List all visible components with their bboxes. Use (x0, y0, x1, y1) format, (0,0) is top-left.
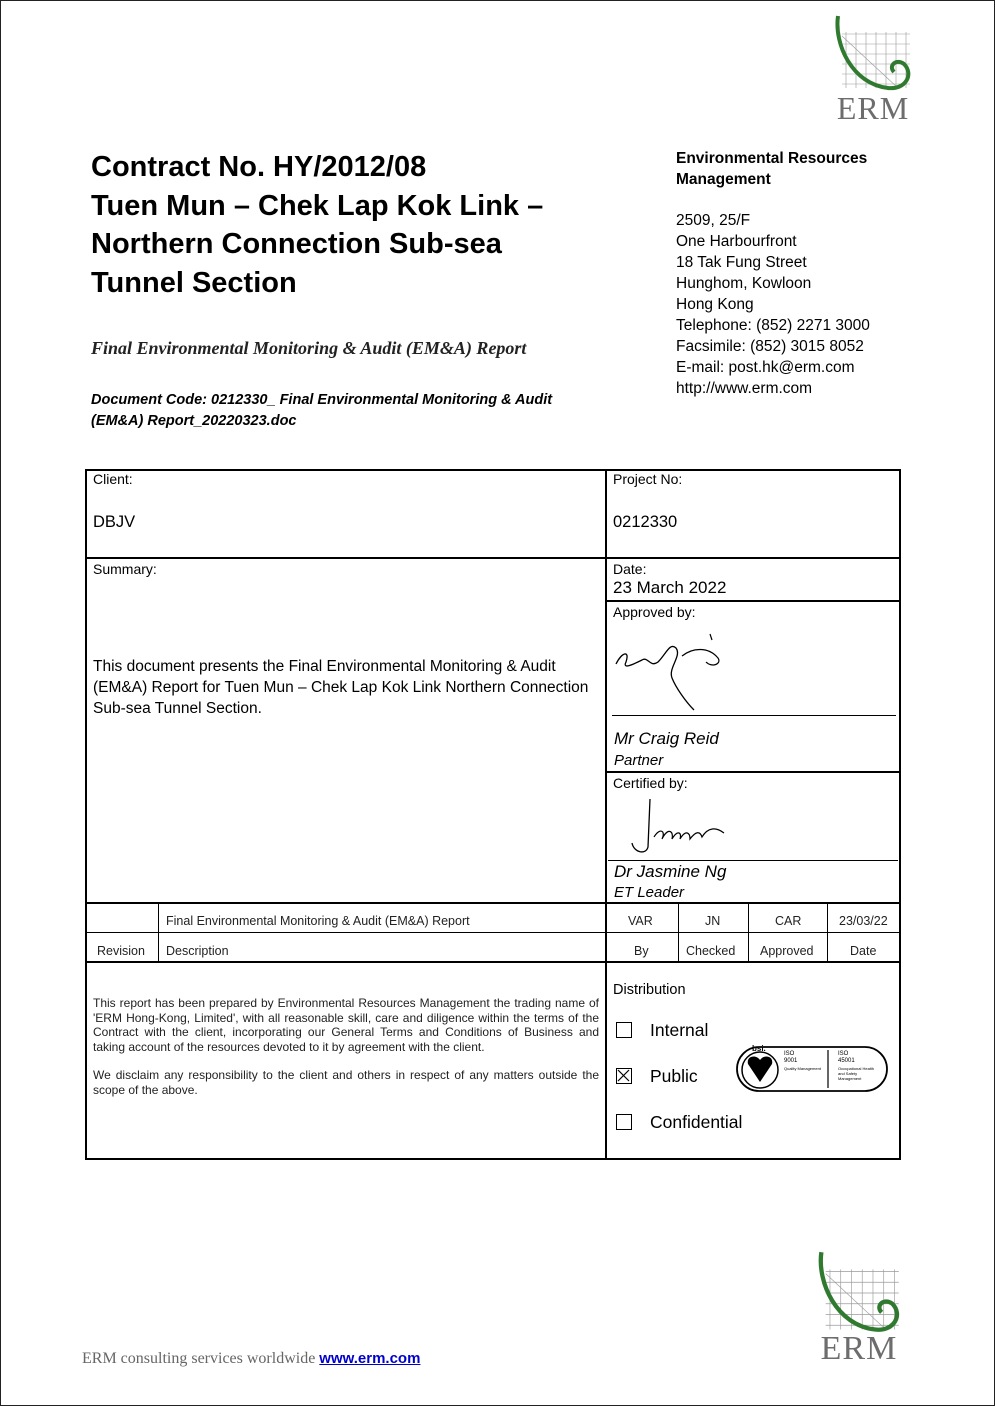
checked-x-icon (617, 1069, 630, 1082)
approver-signature (612, 628, 732, 716)
confidential-checkbox[interactable] (616, 1114, 632, 1130)
project-value: 0212330 (613, 513, 678, 531)
internal-checkbox[interactable] (616, 1022, 632, 1038)
revision-description: Final Environmental Monitoring & Audit (EM&A) Report (166, 914, 470, 928)
certifier-role: ET Leader (614, 884, 685, 901)
facsimile: Facsimile: (852) 3015 8052 (676, 338, 864, 355)
table-border (606, 600, 900, 602)
company-name (676, 148, 896, 190)
certifier-name: Dr Jasmine Ng (614, 862, 727, 881)
address-line: 18 Tak Fung Street (676, 254, 807, 271)
erm-logo-icon (814, 1250, 904, 1336)
client-label: Client: (93, 471, 133, 487)
company-address (676, 148, 896, 399)
erm-logo-wordmark: ERM (820, 1330, 898, 1367)
iso-45001-title: ISO (838, 1051, 849, 1057)
address-line: 2509, 25/F (676, 212, 751, 229)
disclaimer-paragraph: We disclaim any responsibility to the client and others in respect of any matters outside the scope of the above. (93, 1068, 599, 1097)
table-border (678, 903, 679, 961)
table-border (606, 771, 900, 773)
footer (82, 1350, 420, 1368)
table-border (86, 1158, 901, 1160)
document-code (91, 390, 591, 432)
checked-header: Checked (686, 944, 736, 958)
certified-by-label: Certified by: (613, 775, 688, 791)
telephone: Telephone: (852) 2271 3000 (676, 317, 870, 334)
iso-45001-text: Occupational Health and Safety Management (838, 1066, 875, 1081)
title-line: Tunnel Section (91, 266, 297, 299)
title-line: Northern Connection Sub-sea (91, 228, 502, 260)
erm-logo-bottom (814, 1250, 904, 1368)
address-line: Hunghom, Kowloon (676, 275, 812, 292)
disclaimer (93, 996, 599, 1111)
contract-title (91, 148, 651, 302)
erm-logo-icon (832, 14, 914, 94)
table-border (605, 469, 607, 1160)
erm-logo-top (832, 14, 914, 127)
iso-45001-number: 45001 (838, 1058, 855, 1064)
table-border (899, 469, 901, 1160)
summary-label: Summary: (93, 561, 157, 577)
disclaimer-paragraph: This report has been prepared by Environmental Resources Management the trading name of 'ERM Hong-Kong, Limited', with all reasonable skill, care and diligence within the terms of the Contract with the client, incorporating our General Terms and Conditions of Business and taking account of the resources devoted to it by agreement with the client. (93, 996, 599, 1054)
client-value: DBJV (93, 513, 136, 531)
date-value: 23 March 2022 (613, 578, 727, 597)
approver-role: Partner (614, 752, 664, 769)
approver-name: Mr Craig Reid (614, 729, 719, 748)
summary-text: This document presents the Final Environmental Monitoring & Audit (EM&A) Report for Tuen Mun – Chek Lap Kok Link Northern Connection Sub-sea Tunnel Section. (93, 658, 589, 717)
by-header: By (634, 944, 649, 958)
company-name-line: Management (676, 171, 771, 188)
bsi-certification-badge (736, 1046, 888, 1092)
table-border (86, 902, 901, 904)
revision-header: Revision (97, 944, 145, 958)
erm-logo-wordmark: ERM (836, 90, 910, 126)
revision-date: 23/03/22 (839, 914, 888, 928)
table-border (158, 903, 159, 961)
title-line: Tuen Mun – Chek Lap Kok Link – (91, 189, 544, 222)
email: E-mail: post.hk@erm.com (676, 359, 855, 376)
document-code-line: Document Code: 0212330_ Final Environmental Monitoring & Audit (91, 392, 553, 408)
title-line: Contract No. HY/2012/08 (91, 151, 427, 183)
table-border (85, 469, 87, 1160)
table-border (827, 903, 828, 961)
report-subtitle: Final Environmental Monitoring & Audit (EM&A) Report (91, 338, 527, 358)
approved-header: Approved (760, 944, 814, 958)
table-border (86, 557, 901, 559)
certifier-signature (620, 797, 735, 859)
description-header: Description (166, 944, 229, 958)
address-line: Hong Kong (676, 296, 754, 313)
iso-9001-number: 9001 (784, 1058, 798, 1064)
public-checkbox[interactable] (616, 1068, 632, 1084)
approved-by-label: Approved by: (613, 604, 696, 620)
table-border (86, 961, 901, 963)
signature-line (608, 860, 898, 861)
internal-label: Internal (650, 1020, 709, 1040)
project-label: Project No: (613, 471, 683, 487)
revision-approved: CAR (775, 914, 802, 928)
revision-by: VAR (628, 914, 653, 928)
bsi-text: bsi. (752, 1044, 766, 1053)
website: http://www.erm.com (676, 380, 813, 397)
footer-website-link[interactable]: www.erm.com (319, 1350, 421, 1367)
confidential-label: Confidential (650, 1112, 743, 1132)
company-name-line: Environmental Resources (676, 150, 868, 167)
table-border (86, 469, 901, 471)
table-border (748, 903, 749, 961)
address-line: One Harbourfront (676, 233, 797, 250)
revision-checked: JN (705, 914, 721, 928)
public-label: Public (650, 1066, 698, 1086)
date-header: Date (850, 944, 877, 958)
iso-9001-text: Quality Management (784, 1066, 821, 1071)
date-label: Date: (613, 561, 647, 577)
iso-9001-title: ISO (784, 1051, 795, 1057)
distribution-label: Distribution (613, 982, 686, 998)
table-border (86, 932, 901, 933)
document-code-line: (EM&A) Report_20220323.doc (91, 413, 297, 429)
footer-text: ERM consulting services worldwide (82, 1350, 316, 1367)
